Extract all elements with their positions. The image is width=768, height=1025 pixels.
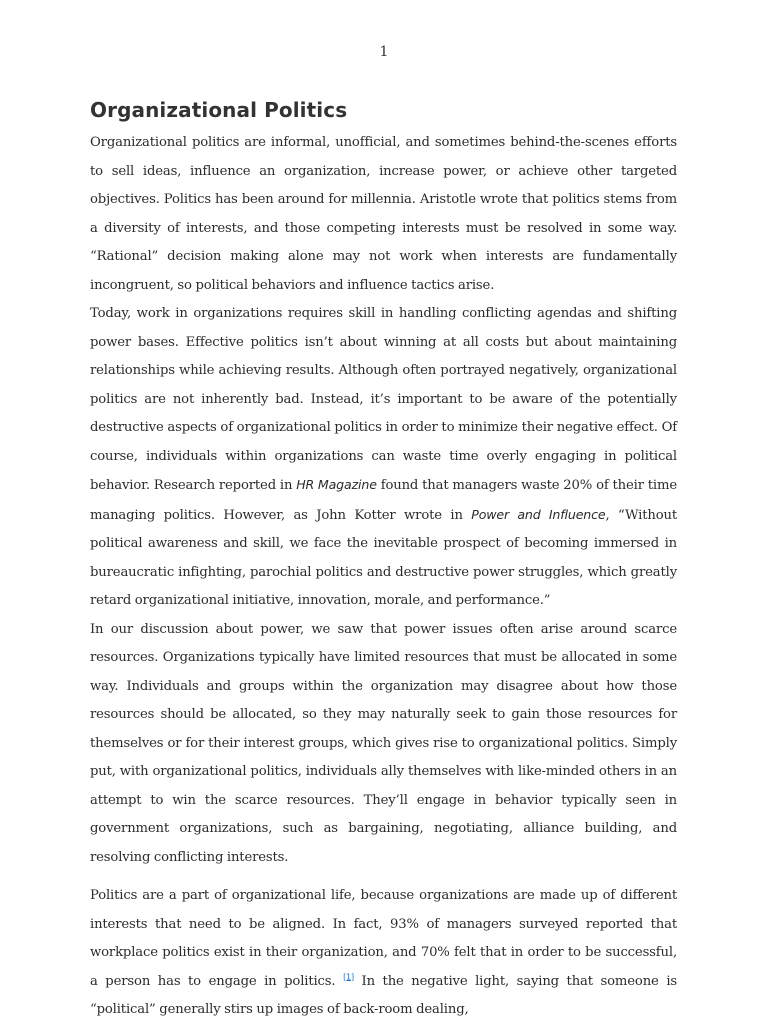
paragraph-2-text-a: Today, work in organizations requires skill in handling conflicting agendas and shifting power bases. Effective politics isn’t about winning at all costs but about maintaining relationships while achieving results. Although often portrayed negatively, organizational politics are not inherently bad. Instead, it’s important to be aware of the potentially destructive aspects of organizational politics in order to minimize their negative effect. Of course, individuals within organizations can waste time overly engaging in political behavior. Research reported in xyxy=(90,306,677,493)
document-body xyxy=(90,98,677,1025)
paragraph-4-text-b: In the negative light, saying that someone is “political” generally stirs up images of back-room dealing, xyxy=(90,973,678,1017)
section-title: Organizational Politics xyxy=(90,98,348,122)
paragraph-2 xyxy=(90,300,677,616)
paragraph-4 xyxy=(90,882,677,1025)
footnote-link[interactable]: [1] xyxy=(343,972,354,982)
paragraph-2-text-b: found that managers waste 20% of their time managing politics. However, as John Kotter wrote in xyxy=(90,478,677,523)
page-number: 1 xyxy=(379,44,389,60)
italic-source-power-and-influence: Power and Influence xyxy=(471,506,606,522)
paragraph-4-text-a: Politics are a part of organizational life, because organizations are made up of different interests that need to be aligned. In fact, 93% of managers surveyed reported that workplace politics exist in their organization, and 70% felt that in order to be successful, a person has to engage in politics. xyxy=(90,888,677,989)
italic-source-hr-magazine: HR Magazine xyxy=(296,477,377,492)
paragraph-1: Organizational politics are informal, unofficial, and sometimes behind-the-scenes efforts to sell ideas, influence an organization, increase power, or achieve other targeted objectives. Politics has been around for millennia. Aristotle wrote that politics stems from a diversity of interests, and those competing interests must be resolved in some way. “Rational” decision making alone may not work when interests are fundamentally incongruent, so political behaviors and influence tactics arise. xyxy=(90,135,677,293)
paragraph-3: In our discussion about power, we saw that power issues often arise around scarce resources. Organizations typically have limited resources that must be allocated in some way. Individuals and groups within the organization may disagree about how those resources should be allocated, so they may naturally seek to gain those resources for themselves or for their interest groups, which gives rise to organizational politics. Simply put, with organizational politics, individuals ally themselves with like-minded others in an attempt to win the scarce resources. They’ll engage in behavior typically seen in government organizations, such as bargaining, negotiating, alliance building, and resolving conflicting interests. xyxy=(90,621,677,865)
paragraph-2-text-c: , “Without political awareness and skill, we face the inevitable prospect of becoming immersed in bureaucratic infighting, parochial politics and destructive power struggles, which greatly retard organizational initiative, innovation, morale, and performance.” xyxy=(90,507,677,608)
